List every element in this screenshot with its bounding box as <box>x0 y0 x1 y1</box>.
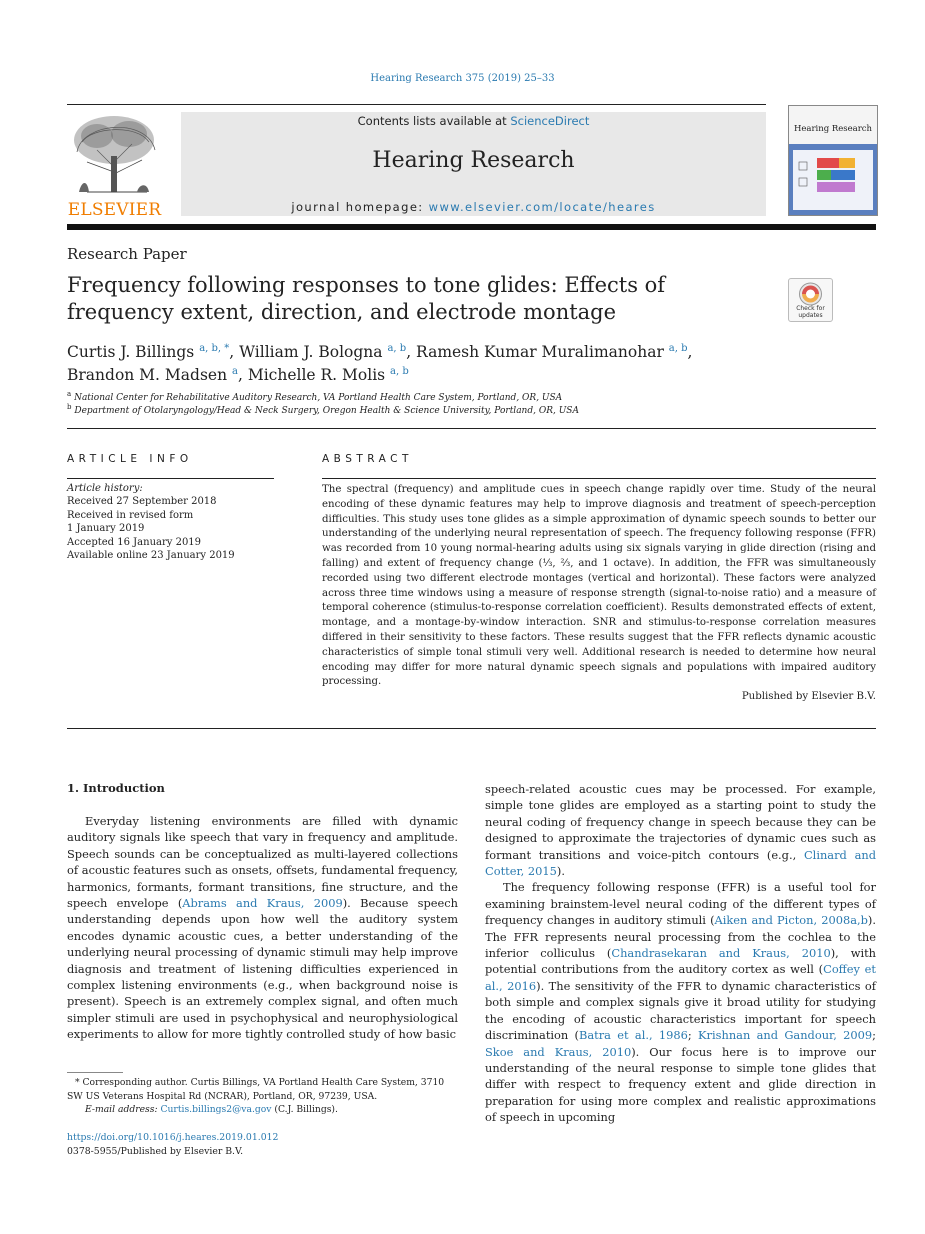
author-affil-link[interactable]: a, b <box>390 366 409 378</box>
paragraph: The frequency following response (FFR) is a useful tool for examining brainstem-level neural coding of the different types of frequency changes in auditory stimuli (Aiken and Picton, 2008a,b). The FFR represents neural processing from the cochlea to the inferior colliculus (Chandrasekaran and Kraus, 2010), with potential contributions from the auditory cortex as well (Coffey et al., 2016). The sensitivity of the FFR to dynamic characteristics of both simple and complex signals give it broad utility for studying the encoding of acoustic characteristics important for speech discrimination (Batra et al., 1986; Krishnan and Gandour, 2009; Skoe and Kraus, 2010). Our focus here is to improve our understanding of the neural response to simple tone glides that differ with respect to frequency extent and glide direction in preparation for using more complex and realistic approximations of speech in upcoming <box>485 880 877 1125</box>
author-affil-link[interactable]: a, b <box>668 343 688 354</box>
history-item: Received 27 September 2018 <box>67 496 217 508</box>
published-by: Published by Elsevier B.V. <box>741 691 876 702</box>
journal-cover-thumbnail[interactable] <box>788 105 878 216</box>
history-item: Accepted 16 January 2019 <box>67 536 202 548</box>
journal-citation[interactable]: Hearing Research 375 (2019) 25–33 <box>370 73 555 84</box>
history-item: Received in revised form <box>67 509 194 521</box>
abstract-heading: ABSTRACT <box>322 453 413 465</box>
corresponding-author-footnote: * Corresponding author. Curtis Billings, VA Portland Health Care System, 3710 SW US Veterans Hospital Rd (NCRAR), Portland, OR, 97239, USA. E-mail address: Curtis.billings2@va.gov (C.J. Billings). <box>67 1077 445 1115</box>
citation-link[interactable]: Abrams and Kraus, 2009 <box>182 896 343 911</box>
section-rule <box>67 428 876 429</box>
affiliation: $^b$ Department of Otolaryngology/Head & Neck Surgery, Oregon Health & Science University, Portland, OR, USA <box>67 403 579 416</box>
citation-link[interactable]: Krishnan and Gandour, 2009 <box>698 1028 873 1043</box>
section-rule <box>67 728 876 729</box>
author-name[interactable]: Curtis J. Billings <box>67 343 195 362</box>
body-column-left <box>67 813 458 1043</box>
author-affil-link[interactable]: a <box>232 366 238 378</box>
issn-line: 0378-5955/Published by Elsevier B.V. <box>67 1145 244 1157</box>
paragraph: speech-related acoustic cues may be processed. For example, simple tone glides are employed as a starting point to study the neural coding of frequency change in speech because they can be designed to approximate the trajectories of dynamic cues such as formant transitions and voice-pitch contours (e.g., Clinard and Cotter, 2015). <box>485 782 877 879</box>
abstract-rule <box>322 478 876 479</box>
author-affil-link[interactable]: a, b <box>387 343 407 354</box>
affiliation: $^a$ National Center for Rehabilitative Auditory Research, VA Portland Health Care System, Portland, OR, USA <box>67 390 563 403</box>
history-label: Article history: <box>67 483 143 494</box>
footnote-star: * <box>75 1077 80 1088</box>
doi-link[interactable]: https://doi.org/10.1016/j.heares.2019.01.012 <box>67 1132 279 1143</box>
citation-link[interactable]: Skoe and Kraus, 2010 <box>485 1044 632 1059</box>
cover-image-band <box>789 144 877 215</box>
history-item: Available online 23 January 2019 <box>67 550 235 562</box>
author-name[interactable]: Ramesh Kumar Muralimanohar <box>416 343 664 362</box>
header-thick-rule <box>67 224 876 230</box>
citation-link[interactable]: Coffey et al., 2016 <box>485 962 877 993</box>
history-item: 1 January 2019 <box>67 523 145 535</box>
author-list: Curtis J. Billings $^{a, b, *}$, William J. Bologna $^{a, b}$, Ramesh Kumar Muralimanohar $^{a, b}$, Brandon M. Madsen $^a$, Michelle R. Molis $^{a, b}$ <box>67 343 693 385</box>
check-for-updates-button[interactable] <box>788 278 833 322</box>
contents-line <box>181 114 766 128</box>
cover-title: Hearing Research <box>793 124 873 134</box>
paragraph: Everyday listening environments are filled with dynamic auditory signals like speech that vary in frequency and amplitude. Speech sounds can be conceptualized as multi-layered collections of acoustic features such as onsets, offsets, fundamental frequency, harmonics, formants, formant transitions, fine structure, and the speech envelope (Abrams and Kraus, 2009). Because speech understanding depends upon how well the auditory system encodes dynamic acoustic cues, a better understanding of the underlying neural processing of dynamic stimuli may help improve diagnosis and treatment of listening difficulties experienced in complex listening environments (e.g., when background noise is present). Speech is an extremely complex signal, and often much simpler stimuli are used in psychophysical and neurophysiological experiments to allow for more tightly controlled study of how basic <box>67 814 459 1042</box>
email-link[interactable]: Curtis.billings2@va.gov <box>160 1104 272 1115</box>
abstract-text: The spectral (frequency) and amplitude cues in speech change rapidly over time. Study of the neural encoding of these dynamic features may help to improve diagnosis and treatment of speech-perception difficulties. This study uses tone glides as a simple approximation of dynamic speech sounds to better our understanding of the underlying neural representation of speech. The frequency following response (FFR) was recorded from 10 young normal-hearing adults using six signals varying in glide direction (rising and falling) and extent of frequency change (⅓, ⅔, and 1 octave). In addition, the FFR was simultaneously recorded using two different electrode montages (vertical and horizontal). These factors were analyzed across three time windows using a measure of response strength (signal-to-noise ratio) and a measure of temporal coherence (stimulus-to-response correlation coefficient). Results demonstrated effects of extent, montage, and a montage-by-window interaction. SNR and stimulus-to-response correlation measures differed in their sensitivity to these factors. These results suggest that the FFR reflects dynamic acoustic characteristics of simple tonal stimuli very well. Additional research is needed to determine how neural encoding may differ for more natural dynamic speech signals and populations with impaired auditory processing. <box>322 484 876 688</box>
header-rule <box>67 104 766 105</box>
elsevier-wordmark: ELSEVIER <box>67 200 162 220</box>
author-name[interactable]: Michelle R. Molis <box>247 366 386 385</box>
author-name[interactable]: Brandon M. Madsen <box>67 366 228 385</box>
sciencedirect-link[interactable]: ScienceDirect <box>510 114 590 128</box>
section-heading: 1. Introduction <box>67 781 165 795</box>
article-info-heading: ARTICLE INFO <box>67 453 193 465</box>
citation-link[interactable]: Aiken and Picton, 2008a,b <box>714 913 868 928</box>
check-updates-label: Check for updates <box>796 305 825 319</box>
body-column-right <box>485 781 876 1126</box>
article-info-rule <box>67 478 274 479</box>
author-name[interactable]: William J. Bologna <box>239 343 383 362</box>
homepage-link[interactable]: www.elsevier.com/locate/heares <box>428 200 656 214</box>
paper-type: Research Paper <box>67 245 187 263</box>
author-affil-link[interactable]: a, b, * <box>199 343 230 354</box>
article-title: Frequency following responses to tone glides: Effects of frequency extent, direction, and electrode montage <box>67 273 666 324</box>
contents-prefix: Contents lists available at <box>357 114 511 128</box>
doi-block <box>67 1131 278 1158</box>
footnote-rule <box>67 1072 123 1073</box>
journal-title: Hearing Research <box>372 148 575 173</box>
journal-homepage <box>181 200 766 214</box>
homepage-prefix: journal homepage: <box>291 200 429 214</box>
article-history <box>67 482 235 562</box>
citation-link[interactable]: Batra et al., 1986 <box>579 1028 688 1043</box>
citation-link[interactable]: Chandrasekaran and Kraus, 2010 <box>611 946 831 961</box>
citation-link[interactable]: Clinard and Cotter, 2015 <box>485 847 877 879</box>
